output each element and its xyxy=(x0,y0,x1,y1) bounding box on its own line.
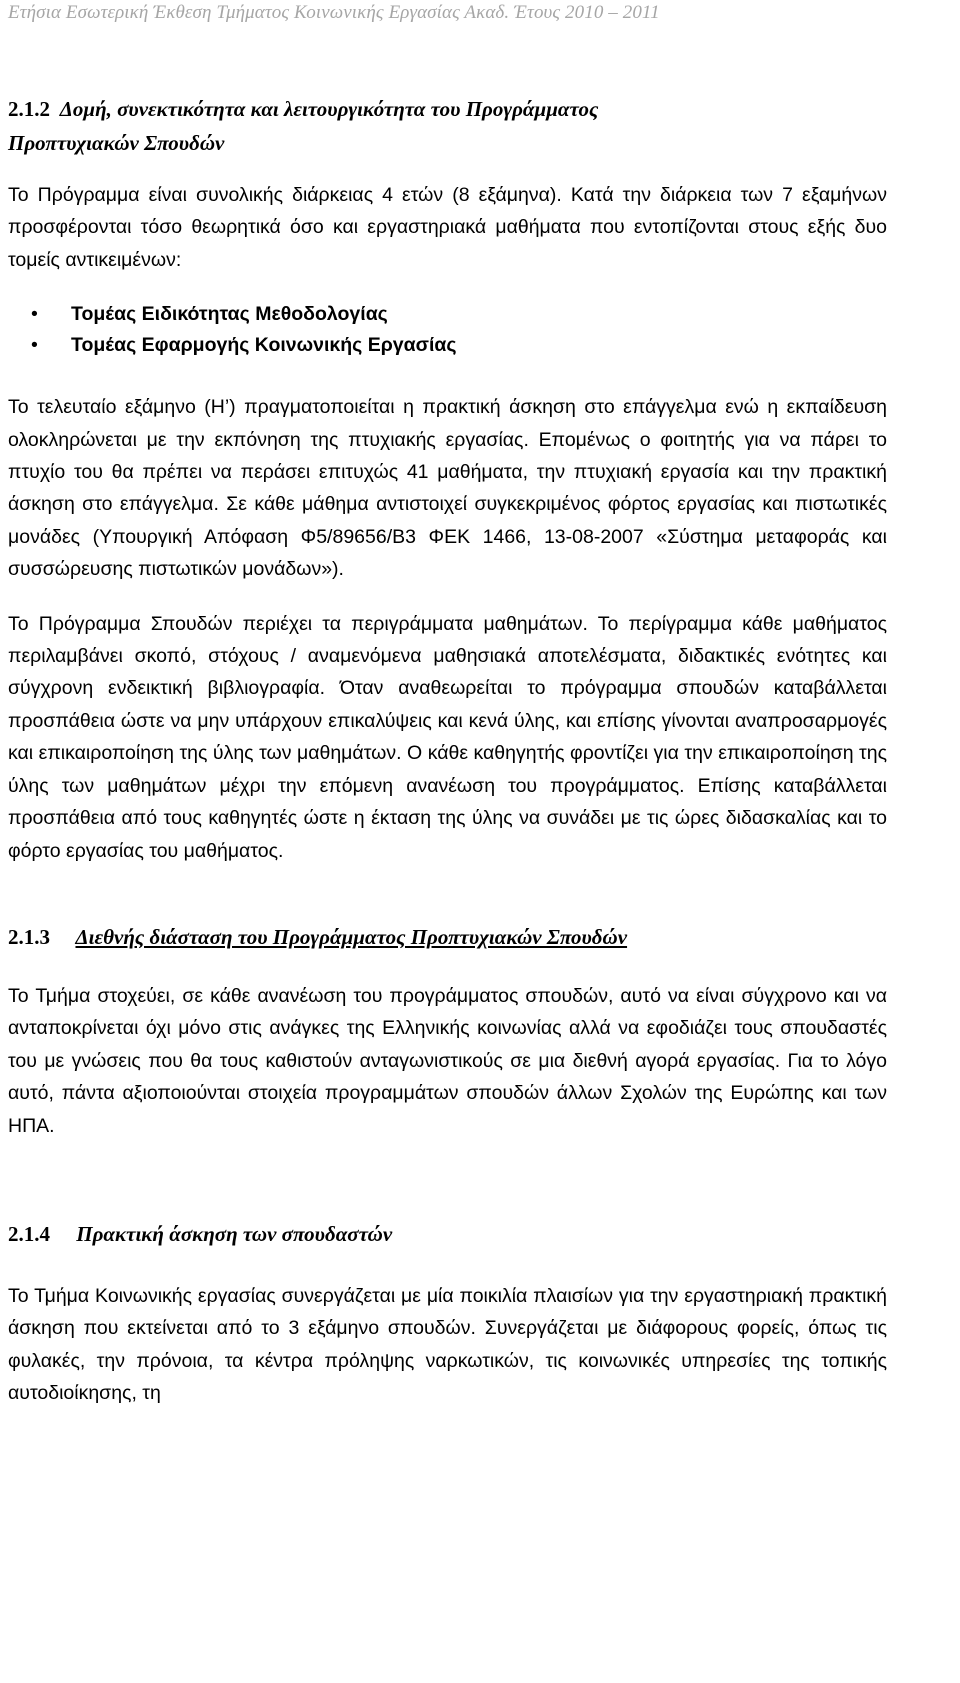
section-title-line-1: Δομή, συνεκτικότητα και λειτουργικότητα του Προγράμματος xyxy=(59,97,599,121)
paragraph-course-outlines: Το Πρόγραμμα Σπουδών περιέχει τα περιγράμματα μαθημάτων. Το περίγραμμα κάθε μαθήματος περιλαμβάνει σκοπό, στόχους / αναμενόμενα μαθησιακά αποτελέσματα, διδακτικές ενότητες και σύγχρονη ενδεικτική βιβλιογραφία. Όταν αναθεωρείται το πρόγραμμα σπουδών καταβάλλεται προσπάθεια ώστε να μην υπάρχουν επικαλύψεις και κενά ύλης, και επίσης γίνονται αναπροσαρμογές και επικαιροποίηση της ύλης των μαθημάτων. Ο κάθε καθηγητής φροντίζει για την επικαιροποίηση της ύλης των μαθημάτων μέχρι την επόμενη ανανέωση του προγράμματος. Επίσης καταβάλλεται προσπάθεια από τους καθηγητές ώστε η έκταση της ύλης να συνάδει με τις ώρες διδασκαλίας και το φόρτο εργασίας του μαθήματος. xyxy=(8,612,887,862)
list-item xyxy=(8,330,887,361)
sector-label: Τομέας Ειδικότητας Μεθοδολογίας xyxy=(71,303,388,326)
running-header: Ετήσια Εσωτερική Έκθεση Τμήματος Κοινωνικής Εργασίας Ακαδ. Έτους 2010 – 2011 xyxy=(8,2,660,23)
section-number: 2.1.4 xyxy=(8,1221,50,1246)
list-item xyxy=(8,299,887,330)
section-heading-2-1-3 xyxy=(8,920,887,954)
sector-list xyxy=(8,299,887,361)
section-heading-2-1-2-line-2 xyxy=(8,126,887,160)
section-heading-2-1-4 xyxy=(8,1217,887,1251)
paragraph-final-semester: Το τελευταίο εξάμηνο (Η’) πραγματοποιείται η πρακτική άσκηση στο επάγγελμα ενώ η εκπαίδευση ολοκληρώνεται με την εκπόνηση της πτυχιακής εργασίας. Επομένως ο φοιτητής για να πάρει το πτυχίο του θα πρέπει να περάσει επιτυχώς 41 μαθήματα, την πτυχιακή εργασία και την πρακτική άσκηση στο επάγγελμα. Σε κάθε μάθημα αντιστοιχεί συγκεκριμένος φόρτος εργασίας και πιστωτικές μονάδες (Υπουργική Απόφαση Φ5/89656/Β3 ΦΕΚ 1466, 13-08-2007 «Σύστημα μεταφοράς και συσσώρευσης πιστωτικών μονάδων»). xyxy=(8,396,887,581)
sector-label: Τομέας Εφαρμογής Κοινωνικής Εργασίας xyxy=(71,334,457,357)
paragraph-intro: Το Πρόγραμμα είναι συνολικής διάρκειας 4 ετών (8 εξάμηνα). Κατά την διάρκεια των 7 εξαμήνων προσφέρονται τόσο θεωρητικά όσο και εργαστηριακά μαθήματα που εντοπίζονται στους εξής δυο τομείς αντικειμένων: xyxy=(8,184,887,271)
section-number: 2.1.3 xyxy=(8,924,50,949)
section-number: 2.1.2 xyxy=(8,97,50,121)
paragraph-practice: Το Τμήμα Κοινωνικής εργασίας συνεργάζεται με μία ποικιλία πλαισίων για την εργαστηριακή πρακτική άσκηση που εκτείνεται από το 3 εξάμηνο σπουδών. Συνεργάζεται με διάφορους φορείς, όπως τις φυλακές, την πρόνοια, τα κέντρα πρόληψης ναρκωτικών, τις κοινωνικές υπηρεσίες της τοπικής αυτοδιοίκησης, τη xyxy=(8,1284,887,1405)
document-body xyxy=(8,92,887,1410)
section-title: Διεθνής διάσταση του Προγράμματος Προπτυχιακών Σπουδών xyxy=(75,924,628,949)
paragraph-international: Το Τμήμα στοχεύει, σε κάθε ανανέωση του προγράμματος σπουδών, αυτό να είναι σύγχρονο και να ανταποκρίνεται όχι μόνο στις ανάγκες της Ελληνικής κοινωνίας αλλά να εφοδιάζει τους σπουδαστές του με γνώσεις που θα τους καθιστούν ανταγωνιστικούς σε μια διεθνή αγορά εργασίας. Για το λόγο αυτό, πάντα αξιοποιούνται στοιχεία προγραμμάτων σπουδών άλλων Σχολών της Ευρώπης και των ΗΠΑ. xyxy=(8,984,887,1137)
section-title-line-2: Προπτυχιακών Σπουδών xyxy=(8,131,225,155)
section-heading-2-1-2 xyxy=(8,92,887,126)
bullet-icon: • xyxy=(31,334,38,357)
bullet-icon: • xyxy=(31,303,38,326)
section-title: Πρακτική άσκηση των σπουδαστών xyxy=(76,1221,393,1246)
